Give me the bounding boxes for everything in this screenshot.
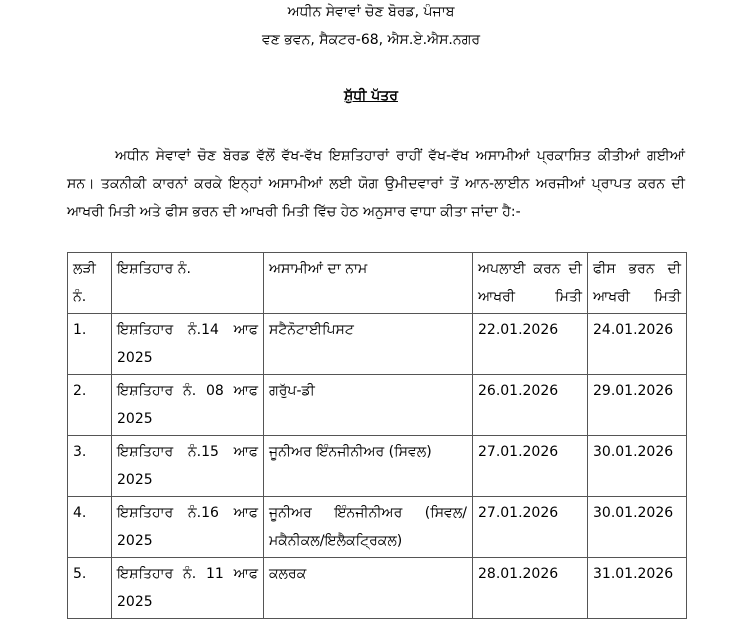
cell-fee-date: 29.01.2026 [588,375,687,436]
cell-fee-date: 30.01.2026 [588,436,687,497]
cell-post-name: ਜੂਨੀਅਰ ਇੰਨਜੀਨੀਅਰ (ਸਿਵਲ/ਮਕੈਨੀਕਲ/ਇਲੈਕਟ੍ਰਿਕਲ) [264,497,473,558]
cell-apply-date: 27.01.2026 [473,497,588,558]
cell-serial: 5. [68,558,112,619]
cell-serial: 1. [68,314,112,375]
table-row [68,497,687,558]
header-advt-no: ਇਸ਼ਤਿਹਾਰ ਨੰ. [112,253,264,314]
cell-advt-no: ਇਸ਼ਤਿਹਾਰ ਨੰ.15 ਆਫ 2025 [112,436,264,497]
cell-serial: 3. [68,436,112,497]
table-row [68,558,687,619]
cell-apply-date: 28.01.2026 [473,558,588,619]
cell-fee-date: 24.01.2026 [588,314,687,375]
cell-serial: 4. [68,497,112,558]
document-title [0,88,742,104]
title-text: ਸ਼ੁੱਧੀ ਪੱਤਰ [344,88,398,104]
cell-serial: 2. [68,375,112,436]
header-post-name: ਅਸਾਮੀਆਂ ਦਾ ਨਾਮ [264,253,473,314]
table-row [68,375,687,436]
cell-fee-date: 30.01.2026 [588,497,687,558]
cell-post-name: ਜੂਨੀਅਰ ਇੰਨਜੀਨੀਅਰ (ਸਿਵਲ) [264,436,473,497]
cell-apply-date: 22.01.2026 [473,314,588,375]
table-row [68,314,687,375]
cell-fee-date: 31.01.2026 [588,558,687,619]
cell-advt-no: ਇਸ਼ਤਿਹਾਰ ਨੰ. 11 ਆਫ 2025 [112,558,264,619]
cell-advt-no: ਇਸ਼ਤਿਹਾਰ ਨੰ.14 ਆਫ 2025 [112,314,264,375]
board-name: ਅਧੀਨ ਸੇਵਾਵਾਂ ਚੋਣ ਬੋਰਡ, ਪੰਜਾਬ [287,4,455,20]
cell-post-name: ਗਰੁੱਪ-ਡੀ [264,375,473,436]
header-fee-date: ਫੀਸ ਭਰਨ ਦੀ ਆਖਰੀ ਮਿਤੀ [588,253,687,314]
cell-apply-date: 27.01.2026 [473,436,588,497]
table-header-row [68,253,687,314]
cell-post-name: ਕਲਰਕ [264,558,473,619]
header-apply-date: ਅਪਲਾਈ ਕਰਨ ਦੀ ਆਖਰੀ ਮਿਤੀ [473,253,588,314]
board-address: ਵਣ ਭਵਨ, ਸੈਕਟਰ-68, ਐਸ.ਏ.ਐਸ.ਨਗਰ [261,32,481,48]
cell-advt-no: ਇਸ਼ਤਿਹਾਰ ਨੰ. 08 ਆਫ 2025 [112,375,264,436]
cell-advt-no: ਇਸ਼ਤਿਹਾਰ ਨੰ.16 ਆਫ 2025 [112,497,264,558]
body-paragraph: ਅਧੀਨ ਸੇਵਾਵਾਂ ਚੋਣ ਬੋਰਡ ਵੱਲੋਂ ਵੱਖ-ਵੱਖ ਇਸ਼ਤਿਹਾਰਾਂ ਰਾਹੀਂ ਵੱਖ-ਵੱਖ ਅਸਾਮੀਆਂ ਪ੍ਰਕਾਸ਼ਿਤ ਕੀਤੀਆਂ ਗਈਆਂ ਸਨ। ਤਕਨੀਕੀ ਕਾਰਨਾਂ ਕਰਕੇ ਇਨ੍ਹਾਂ ਅਸਾਮੀਆਂ ਲਈ ਯੋਗ ਉਮੀਦਵਾਰਾਂ ਤੋਂ ਆਨ-ਲਾਈਨ ਅਰਜੀਆਂ ਪ੍ਰਾਪਤ ਕਰਨ ਦੀ ਆਖਰੀ ਮਿਤੀ ਅਤੇ ਫੀਸ ਭਰਨ ਦੀ ਆਖਰੀ ਮਿਤੀ ਵਿੱਚ ਹੇਠ ਅਨੁਸਾਰ ਵਾਧਾ ਕੀਤਾ ਜਾਂਦਾ ਹੈ:- [67,148,685,220]
cell-post-name: ਸਟੈਨੋਟਾਈਪਿਸਟ [264,314,473,375]
cell-apply-date: 26.01.2026 [473,375,588,436]
header-serial: ਲੜੀ ਨੰ. [68,253,112,314]
extension-table [67,252,687,619]
table-row [68,436,687,497]
